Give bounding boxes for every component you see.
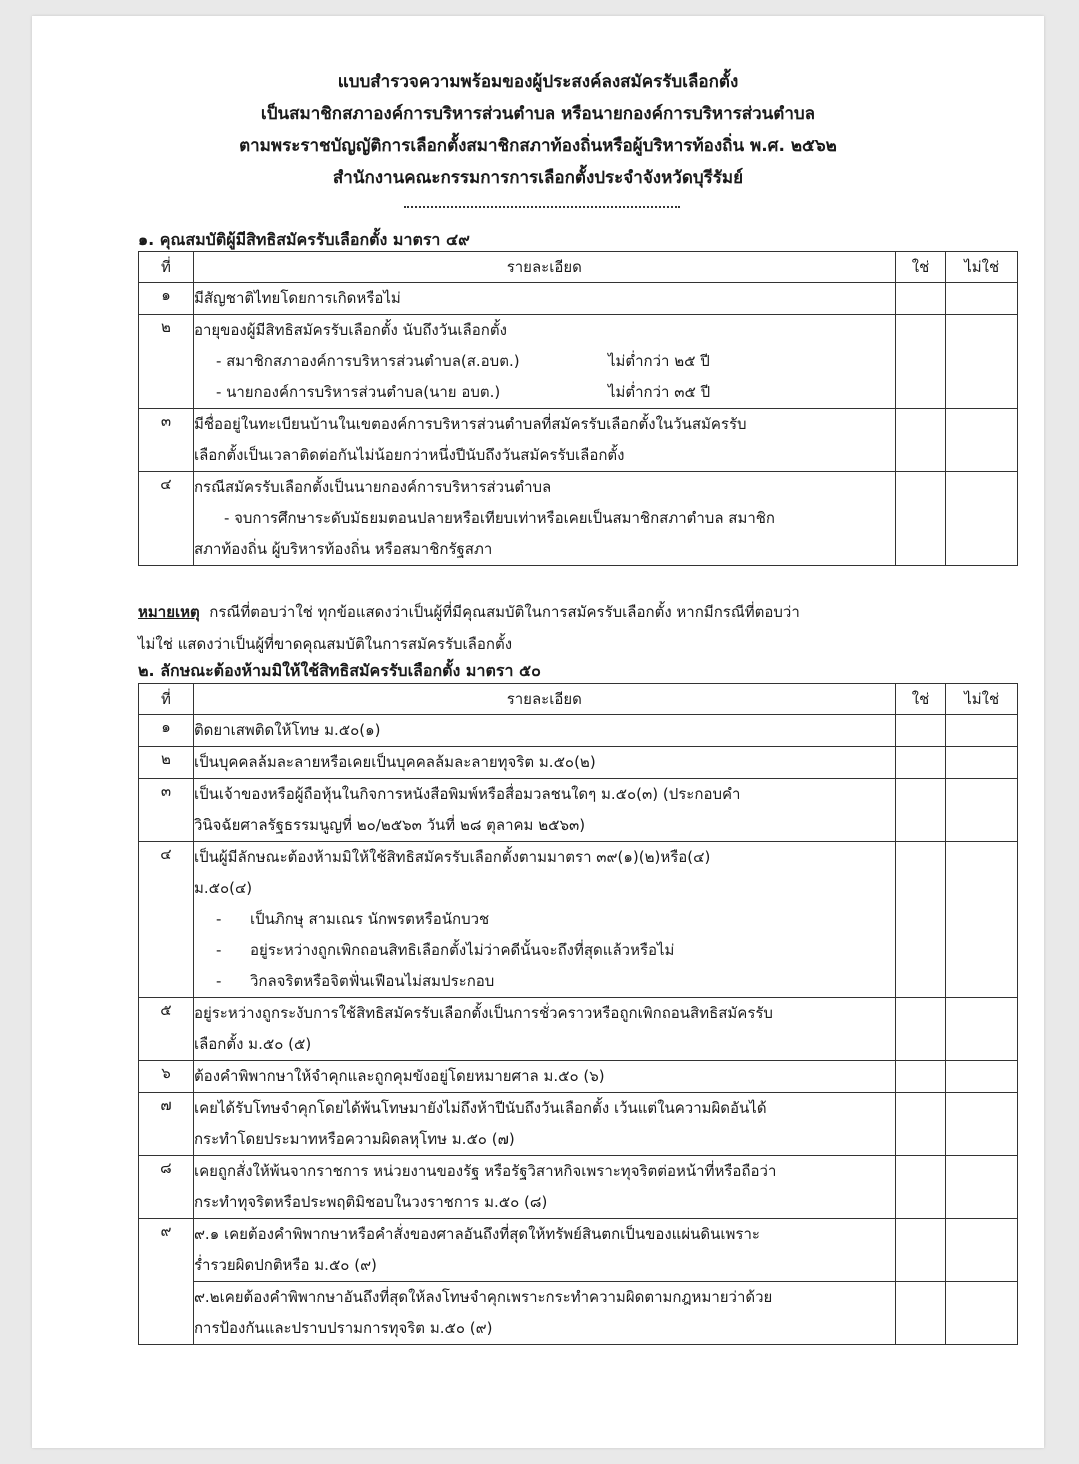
table-row [139,315,1018,409]
notyes-checkbox-cell[interactable] [946,1093,1018,1156]
table-row [139,409,1018,472]
document-page [32,16,1044,1448]
row-detail: อายุของผู้มีสิทธิสมัครรับเลือกตั้ง นับถึงวันเลือกตั้ง - สมาชิกสภาองค์การบริหารส่วนตำบล(ส.อบต.) ไม่ต่ำกว่า ๒๕ ปี - นายกองค์การบริหารส่วนตำบล(นาย อบต.) ไม่ต่ำกว่า ๓๕ ปี [193,315,895,409]
row-detail: ๙.๒เคยต้องคำพิพากษาอันถึงที่สุดให้ลงโทษจำคุกเพราะกระทำความผิดตามกฎหมายว่าด้วย การป้องกันและปราบปรามการทุจริต ม.๕๐ (๙) [193,1282,895,1345]
yes-checkbox-cell[interactable] [895,715,946,747]
doc-title-line-3: ตามพระราชบัญญัติการเลือกตั้งสมาชิกสภาท้องถิ่นหรือผู้บริหารท้องถิ่น พ.ศ. ๒๕๖๒ [239,136,837,156]
row-number: ๓ [139,779,194,842]
row-number: ๒ [139,315,194,409]
section2-title: ๒. ลักษณะต้องห้ามมิให้ใช้สิทธิสมัครรับเลือกตั้ง มาตรา ๕๐ [138,661,541,680]
notyes-checkbox-cell[interactable] [946,998,1018,1061]
row-number: ๔ [139,472,194,566]
row-detail: อยู่ระหว่างถูกระงับการใช้สิทธิสมัครรับเลือกตั้งเป็นการชั่วคราวหรือถูกเพิกถอนสิทธิสมัครรับ เลือกตั้ง ม.๕๐ (๕) [193,998,895,1061]
yes-checkbox-cell[interactable] [895,409,946,472]
yes-checkbox-cell[interactable] [895,747,946,779]
table-header-row [139,252,1018,283]
row-detail: เคยถูกสั่งให้พ้นจากราชการ หน่วยงานของรัฐ หรือรัฐวิสาหกิจเพราะทุจริตต่อหน้าที่หรือถือว่า กระทำทุจริตหรือประพฤติมิชอบในวงราชการ ม.๕๐ (๘) [193,1156,895,1219]
row-detail: ต้องคำพิพากษาให้จำคุกและถูกคุมขังอยู่โดยหมายศาล ม.๕๐ (๖) [193,1061,895,1093]
col-detail-header: รายละเอียด [193,684,895,715]
yes-checkbox-cell[interactable] [895,315,946,409]
doc-title-line-1: แบบสำรวจความพร้อมของผู้ประสงค์ลงสมัครรับเลือกตั้ง [337,72,739,92]
remark-text-1: กรณีที่ตอบว่าใช่ ทุกข้อแสดงว่าเป็นผู้ที่มีคุณสมบัติในการสมัครรับเลือกตั้ง หากมีกรณีที่ตอบว่า [209,603,800,621]
row-detail: ติดยาเสพติดให้โทษ ม.๕๐(๑) [193,715,895,747]
table-row [139,1061,1018,1093]
remark-label: หมายเหตุ [138,603,200,621]
yes-checkbox-cell[interactable] [895,1219,946,1282]
row-detail: มีสัญชาติไทยโดยการเกิดหรือไม่ [193,283,895,315]
notyes-checkbox-cell[interactable] [946,779,1018,842]
col-no-header: ที่ [139,684,194,715]
table-row [139,1093,1018,1156]
notyes-checkbox-cell[interactable] [946,715,1018,747]
row-detail: เป็นเจ้าของหรือผู้ถือหุ้นในกิจการหนังสือพิมพ์หรือสื่อมวลชนใดๆ ม.๕๐(๓) (ประกอบคำ วินิจฉัยศาลรัฐธรรมนูญที่ ๒๐/๒๕๖๓ วันที่ ๒๘ ตุลาคม ๒๕๖๓) [193,779,895,842]
yes-checkbox-cell[interactable] [895,779,946,842]
row-detail: กรณีสมัครรับเลือกตั้งเป็นนายกองค์การบริหารส่วนตำบล - จบการศึกษาระดับมัธยมตอนปลายหรือเทียบเท่าหรือเคยเป็นสมาชิกสภาตำบล สมาชิก สภาท้องถิ่น ผู้บริหารท้องถิ่น หรือสมาชิกรัฐสภา [193,472,895,566]
notyes-checkbox-cell[interactable] [946,409,1018,472]
table-row [139,747,1018,779]
row-detail: เคยได้รับโทษจำคุกโดยได้พ้นโทษมายังไม่ถึงห้าปีนับถึงวันเลือกตั้ง เว้นแต่ในความผิดอันได้ กระทำโดยประมาทหรือความผิดลหุโทษ ม.๕๐ (๗) [193,1093,895,1156]
col-no-header: ที่ [139,252,194,283]
yes-checkbox-cell[interactable] [895,998,946,1061]
dotted-divider [404,206,680,208]
table-row [139,779,1018,842]
row-number: ๓ [139,409,194,472]
row-number: ๑ [139,283,194,315]
col-yes-header: ใช่ [895,252,946,283]
table-row [139,1282,1018,1345]
row-number: ๕ [139,998,194,1061]
row-detail: ๙.๑ เคยต้องคำพิพากษาหรือคำสั่งของศาลอันถึงที่สุดให้ทรัพย์สินตกเป็นของแผ่นดินเพราะ ร่ำรวยผิดปกติหรือ ม.๕๐ (๙) [193,1219,895,1282]
remark-note [138,596,1018,660]
notyes-checkbox-cell[interactable] [946,1061,1018,1093]
row-detail: เป็นผู้มีลักษณะต้องห้ามมิให้ใช้สิทธิสมัครรับเลือกตั้งตามมาตรา ๓๙(๑)(๒)หรือ(๔) ม.๕๐(๔) - เป็นภิกษุ สามเณร นักพรตหรือนักบวช - อยู่ระหว่างถูกเพิกถอนสิทธิเลือกตั้งไม่ว่าคดีนั้นจะถึงที่สุดแล้วหรือไม่ - วิกลจริตหรือจิตฟั่นเฟือนไม่สมประกอบ [193,842,895,998]
col-yes-header: ใช่ [895,684,946,715]
notyes-checkbox-cell[interactable] [946,842,1018,998]
notyes-checkbox-cell[interactable] [946,1282,1018,1345]
yes-checkbox-cell[interactable] [895,1282,946,1345]
col-notyes-header: ไม่ใช่ [946,252,1018,283]
notyes-checkbox-cell[interactable] [946,1219,1018,1282]
table-row [139,472,1018,566]
table-row [139,998,1018,1061]
table-header-row [139,684,1018,715]
notyes-checkbox-cell[interactable] [946,283,1018,315]
section1-title: ๑. คุณสมบัติผู้มีสิทธิสมัครรับเลือกตั้ง มาตรา ๔๙ [138,230,470,249]
row-number: ๒ [139,747,194,779]
row-number: ๙ [139,1219,194,1345]
row-detail: เป็นบุคคลล้มละลายหรือเคยเป็นบุคคลล้มละลายทุจริต ม.๕๐(๒) [193,747,895,779]
remark-text-2: ไม่ใช่ แสดงว่าเป็นผู้ที่ขาดคุณสมบัติในการสมัครรับเลือกตั้ง [138,635,513,653]
row-number: ๖ [139,1061,194,1093]
col-detail-header: รายละเอียด [193,252,895,283]
table-row [139,715,1018,747]
yes-checkbox-cell[interactable] [895,283,946,315]
yes-checkbox-cell[interactable] [895,1156,946,1219]
qualification-table [138,251,1018,566]
doc-title-line-2: เป็นสมาชิกสภาองค์การบริหารส่วนตำบล หรือนายกองค์การบริหารส่วนตำบล [260,104,816,124]
row-number: ๘ [139,1156,194,1219]
row-number: ๔ [139,842,194,998]
row-detail: มีชื่ออยู่ในทะเบียนบ้านในเขตองค์การบริหารส่วนตำบลที่สมัครรับเลือกตั้งในวันสมัครรับ เลือกตั้งเป็นเวลาติดต่อกันไม่น้อยกว่าหนึ่งปีนับถึงวันสมัครรับเลือกตั้ง [193,409,895,472]
notyes-checkbox-cell[interactable] [946,315,1018,409]
notyes-checkbox-cell[interactable] [946,472,1018,566]
table-row [139,842,1018,998]
prohibition-table [138,683,1018,1345]
row-number: ๑ [139,715,194,747]
notyes-checkbox-cell[interactable] [946,747,1018,779]
doc-title-line-4: สำนักงานคณะกรรมการการเลือกตั้งประจำจังหวัดบุรีรัมย์ [332,168,744,188]
yes-checkbox-cell[interactable] [895,1093,946,1156]
table-row [139,1156,1018,1219]
table-row [139,1219,1018,1282]
col-notyes-header: ไม่ใช่ [946,684,1018,715]
yes-checkbox-cell[interactable] [895,472,946,566]
table-row [139,283,1018,315]
notyes-checkbox-cell[interactable] [946,1156,1018,1219]
yes-checkbox-cell[interactable] [895,1061,946,1093]
yes-checkbox-cell[interactable] [895,842,946,998]
row-number: ๗ [139,1093,194,1156]
